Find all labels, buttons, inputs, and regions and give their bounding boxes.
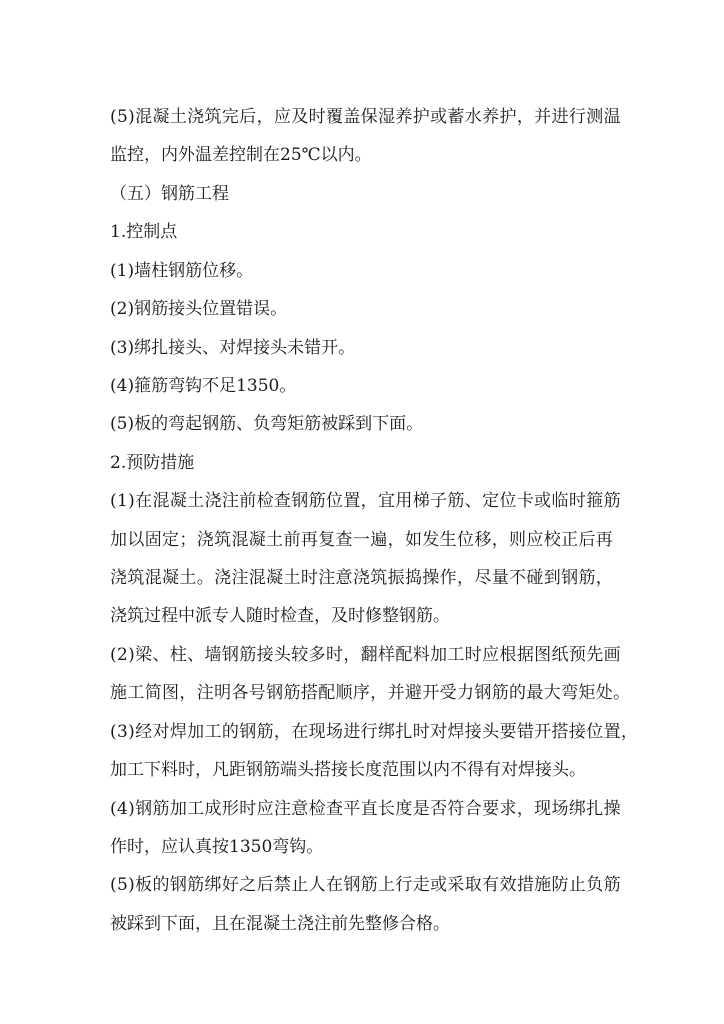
paragraph-line: 监控，内外温差控制在25℃以内。 xyxy=(110,145,372,165)
paragraph-line: (5)板的钢筋绑好之后禁止人在钢筋上行走或采取有效措施防止负筋 xyxy=(110,875,621,895)
list-item: (2)钢筋接头位置错误。 xyxy=(110,299,288,319)
paragraph-line: (5)混凝土浇筑完后，应及时覆盖保湿养护或蓄水养护，并进行测温 xyxy=(110,107,621,127)
paragraph-line: 浇筑过程中派专人随时检查，及时修整钢筋。 xyxy=(110,606,450,626)
paragraph-line: (1)在混凝土浇注前检查钢筋位置，宜用梯子筋、定位卡或临时箍筋 xyxy=(110,491,621,511)
list-item: (5)板的弯起钢筋、负弯矩筋被踩到下面。 xyxy=(110,414,424,434)
subsection-heading: 2.预防措施 xyxy=(110,453,195,473)
paragraph-line: 被踩到下面，且在混凝土浇注前先整修合格。 xyxy=(110,914,450,934)
paragraph-line: 加以固定；浇筑混凝土前再复查一遍，如发生位移，则应校正后再 xyxy=(110,530,614,550)
paragraph-line: 施工简图，注明各号钢筋搭配顺序，并避开受力钢筋的最大弯矩处。 xyxy=(110,683,631,703)
paragraph-line: (2)梁、柱、墙钢筋接头较多时，翻样配料加工时应根据图纸预先画 xyxy=(110,645,621,665)
list-item: (1)墙柱钢筋位移。 xyxy=(110,261,254,281)
paragraph-line: (4)钢筋加工成形时应注意检查平直长度是否符合要求，现场绑扎操 xyxy=(110,799,621,819)
section-heading: （五）钢筋工程 xyxy=(110,184,229,204)
paragraph-line: 作时，应认真按1350弯钩。 xyxy=(110,837,324,857)
paragraph-line: 加工下料时，凡距钢筋端头搭接长度范围以内不得有对焊接头。 xyxy=(110,760,586,780)
paragraph-line: 浇筑混凝土。浇注混凝土时注意浇筑振捣操作，尽量不碰到钢筋， xyxy=(110,568,614,588)
list-item: (3)绑扎接头、对焊接头未错开。 xyxy=(110,338,356,358)
subsection-heading: 1.控制点 xyxy=(110,222,178,242)
list-item: (4)箍筋弯钩不足1350。 xyxy=(110,376,297,396)
paragraph-line: (3)经对焊加工的钢筋，在现场进行绑扎时对焊接头要错开搭接位置， xyxy=(110,722,639,742)
